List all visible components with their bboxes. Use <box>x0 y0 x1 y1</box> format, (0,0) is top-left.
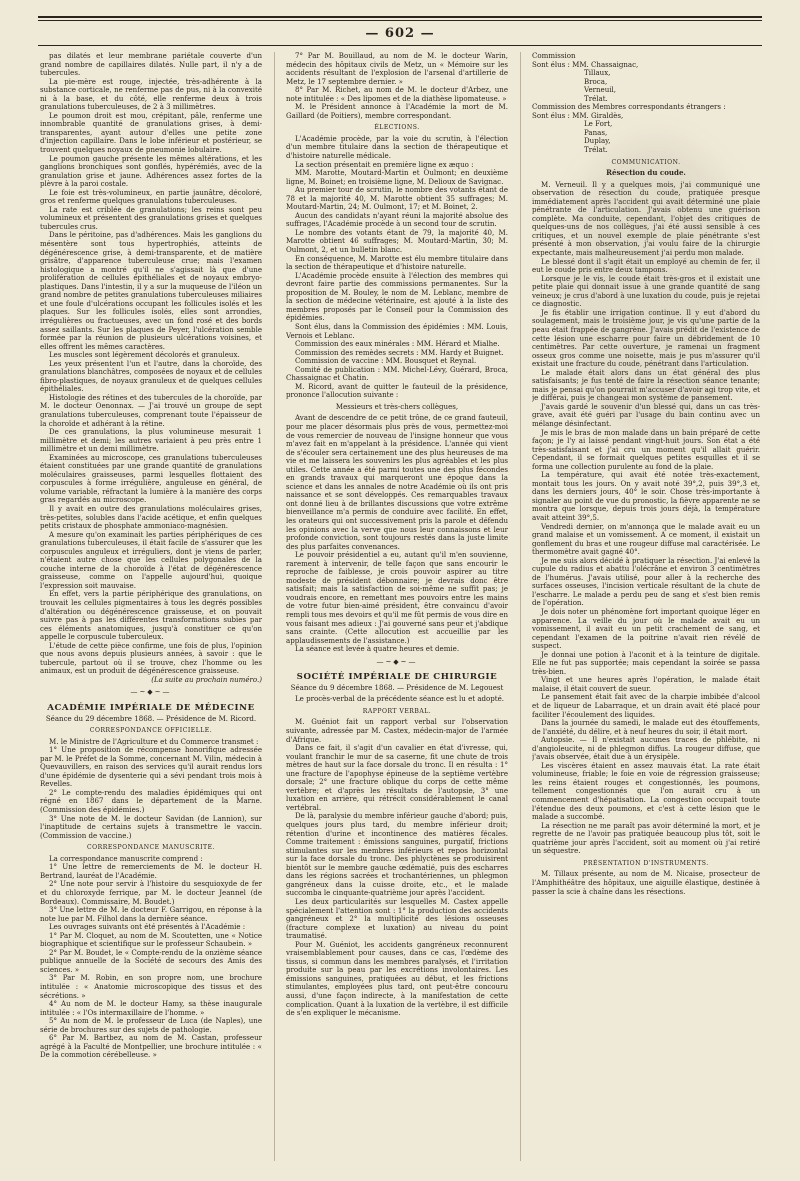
paragraph: M. le Ministre de l'Agriculture et du Commerce transmet : <box>49 736 259 746</box>
paragraph: Je me suis alors décidé à pratiquer la résection. J'ai enlevé la cupule du radius et abattu l'olécrâne et environ 3 centimètres de l'humérus. J'avais utilisé, pour aller à la recherche des surfaces osseuses, l'incision verticale résultant de la chute de l'escharre. Le malade a perdu peu de sang et s'est bien remis de l'opération. <box>532 555 760 608</box>
paragraph: De là, paralysie du membre inférieur gauche d'abord; puis, quelques jours plus tard, du membre inférieur droit; rétention d'urine et incontinence des matières fécales. Comme traitement : émissions sanguines, purgatif, frictions stimulantes sur les membres inférieurs et repos horizontal sur la face dorsale du tronc. Des phlyctènes se produisirent bientôt sur le membre gauche œdématié, puis des escharres dans les régions sacrées et trochantériennes, un phlegmon gangréneux dans la cuisse droite, etc., et le malade succomba le cinquante-quatrième jour après l'accident. <box>286 811 508 898</box>
paragraph: 2° Une note pour servir à l'histoire du sesquioxyde de fer et du chloroxyde ferrique, par M. le docteur Jeannel (de Bordeaux). Commissaire, M. Boudet.) <box>40 879 262 906</box>
paragraph: Je mis le bras de mon malade dans un bain préparé de cette façon; je l'y ai laissé pendant vingt-huit jours. Son état a été très-satisfaisant et j'ai cru un moment qu'il allait guérir. Cependant, il se formait quelques petites esquilles et il se forma une collection purulente au fond de la plaie. <box>532 427 760 471</box>
paragraph: A mesure qu'on examinait les parties périphériques de ces granulations tuberculeuses, il était facile de s'assurer que les corpuscules anguleux et irréguliers, dont je viens de parler, n'étaient autre chose que les cellules polygonales de la couche interne de la choroïde à l'état de dégénérescence graisseuse, comme on l'appelle aujourd'hui, quoique l'expression soit mauvaise. <box>40 529 262 590</box>
continuation-note: (La suite au prochain numéro.) <box>151 674 262 684</box>
paragraph: Pour M. Guéniot, les accidents gangréneux reconnurent vraisemblablement pour causes, dans ce cas, l'œdème des tissus, si commun dans les membres paralysés, et l'irritation produite sur la peau par les excrétions involontaires. Les émissions sanguines, pratiquées au début, et les frictions stimulantes, employées plus tard, ont peut-être concouru aussi, d'une façon indirecte, à la manifestation de cette complication. Quant à la luxation de la vertèbre, il est difficile de s'en expliquer le mécanisme. <box>286 939 508 1018</box>
paragraph: Au premier tour de scrutin, le nombre des votants étant de 78 et la majorité 40, M. Marotte obtient 35 suffrages; M. Moutard-Martin, 24; M. Oulmont, 17; et M. Boinet, 2. <box>286 185 508 212</box>
top-rule <box>38 16 762 18</box>
paragraph: Le poumon droit est mou, crépitant, pâle, renferme une innombrable quantité de granulations grises, à demi-transparentes, ayant autour d'elles une petite zone d'injection capillaire. Dans le lobe inférieur et postérieur, se trouvent quelques noyaux de pneumonie lobulaire. <box>40 110 262 155</box>
paragraph: Les viscères étaient en assez mauvais état. La rate était volumineuse, friable; le foie en voie de régression graisseuse; les reins étaient rouges et congestionnés, les poumons, tellement congestionnés que l'on aurait cru à un commencement d'hépatisation. La congestion occupait toute l'étendue des deux poumons, et c'est à cette lésion que le malade a succombé. <box>532 760 760 822</box>
paragraph: Messieurs et très-chers collègues, <box>335 401 459 411</box>
ornament-divider: —~◆~— <box>130 688 172 697</box>
paragraph: En conséquence, M. Marotte est élu membre titulaire dans la section de thérapeutique et d'histoire naturelle. <box>286 253 508 272</box>
paragraph: L'Académie procède, par la voie du scrutin, à l'élection d'un membre titulaire dans la section de thérapeutique et d'histoire naturelle médicale. <box>286 133 508 161</box>
paragraph: La séance est levée à quatre heures et demie. <box>295 644 460 654</box>
paragraph: Les ouvrages suivants ont été présentés à l'Académie : <box>49 922 246 932</box>
list-line: Sont élus : MM. Giraldès, <box>532 110 624 120</box>
paragraph: Commission de vaccine : MM. Bousquet et Reynal. <box>295 356 477 366</box>
subsection-title: RAPPORT VERBAL. <box>362 707 432 715</box>
paragraph: L'Académie procède ensuite à l'élection des membres qui devront faire partie des commissions permanentes. Sur la proposition de M. Bouley, le nom de M. Leblanc, membre de la section de médecine vétérinaire, est ajouté à la liste des membres proposés par le Conseil pour la Commission des épidémies. <box>286 270 508 323</box>
paragraph: MM. Marotte, Moutard-Martin et Oulmont; en deuxième ligne, M. Boinet; en troisième ligne, M. Delioux de Savignac. <box>286 168 508 186</box>
column-1 <box>40 52 262 1161</box>
paragraph: Je donnai une potion à l'aconit et à la teinture de digitale. Elle ne fut pas supportée; mais cependant la soirée se passa très-bien. <box>532 649 760 676</box>
list-line: Le Fort, <box>584 119 613 129</box>
section-title: SOCIÉTÉ IMPÉRIALE DE CHIRURGIE <box>296 672 498 683</box>
paragraph: 1° Une lettre de remerciements de M. le docteur H. Bertrand, lauréat de l'Académie. <box>40 862 262 880</box>
paragraph: Histologie des rétines et des tubercules de la choroïde, par M. le docteur Oenonnax. — J'ai trouvé un groupe de sept granulations tuberculeuses, comprenant toute l'épaisseur de la choroïde et adhérant à la rétine. <box>40 392 262 428</box>
paragraph: Autopsie. — Il n'existait aucunes traces de phlébite, ni d'angioleucite, ni de phlegmon diffus. La rougeur diffuse, que j'avais observée, était due à un érysipèle. <box>532 735 760 762</box>
paragraph: L'étude de cette pièce confirme, une fois de plus, l'opinion que nous avons depuis plusieurs années, à savoir : que le tubercule, partout où il se trouve, chez l'homme ou les animaux, est un produit de dégénérescence graisseuse. <box>40 640 262 676</box>
paragraph: Il y avait en outre des granulations moléculaires grises, très-petites, solubles dans l'acide acétique, et enfin quelques petits cristaux de phosphate ammoniaco-magnésien. <box>40 503 262 531</box>
paragraph: 1° Par M. Cloquet, au nom de M. Scoutetten, une « Notice biographique et scientifique sur le professeur Schaubein. » <box>40 930 262 949</box>
paragraph: En effet, vers la partie périphérique des granulations, on trouvait les cellules pigmentaires à tous les degrés possibles d'altération ou dégénérescence graisseuse, et on pouvait suivre pas à pas les différentes transformations subies par ces éléments anatomiques, jusqu'à constituer ce qu'on appelle le corpuscule tuberculeux. <box>40 589 262 642</box>
paragraph: 7° Par M. Bouillaud, au nom de M. le docteur Warin, médecin des hôpitaux civils de Metz, un « Mémoire sur les accidents résultant de l'explosion de l'arsenal d'artillerie de Metz, le 17 septembre dernier. » <box>286 52 508 86</box>
paragraph: Le nombre des votants étant de 79, la majorité 40, M. Marotte obtient 46 suffrages; M. Moutard-Martin, 30; M. Oulmont, 2, et un bulletin blanc. <box>286 227 508 255</box>
paragraph: Le malade était alors dans un état général des plus satisfaisants; je fus tenté de faire la résection séance tenante; mais je pensai qu'on pourrait m'accuser d'avoir agi trop vite, et je différai, puis je changeai mon système de pansement. <box>532 367 760 403</box>
paragraph: La section présentait en première ligne ex æquo : <box>295 159 474 169</box>
paragraph: Commission des eaux minérales : MM. Hérard et Mialhe. <box>295 339 500 349</box>
article-title: Résection du coude. <box>606 168 686 178</box>
paragraph: pas dilatés et leur membrane pariétale couverte d'un grand nombre de capillaires dilatés. Nulle part, il n'y a de tubercules. <box>40 52 262 78</box>
paragraph: Le pansement était fait avec de la charpie imbibée d'alcool et de liqueur de Labarraque, et un drain avait été placé pour faciliter l'écoulement des liquides. <box>532 692 760 719</box>
paragraph: Lorsque je le vis, le coude était très-gros et il existait une petite plaie qui donnait issue à une grande quantité de sang veineux; je crus d'abord à une luxation du coude, puis je rejetai ce diagnostic. <box>532 273 760 309</box>
paragraph: M. Ricord, avant de quitter le fauteuil de la présidence, prononce l'allocution suivante : <box>286 381 508 400</box>
paragraph: Dans la journée du samedi, le malade eut des étouffements, de l'anxiété, du délire, et à neuf heures du soir, il était mort. <box>532 718 760 736</box>
paragraph: 2° Le compte-rendu des maladies épidémiques qui ont régné en 1867 dans le département de la Marne. (Commission des épidémies.) <box>40 787 262 815</box>
paragraph: M. le Président annonce à l'Académie la mort de M. Gaillard (de Poitiers), membre correspondant. <box>286 102 508 120</box>
paragraph: La rate est criblée de granulations; les reins sont peu volumineux et présentent des granulations grises et quelques tubercules crus. <box>40 204 262 231</box>
paragraph: M. Verneuil. Il y a quelques mois, j'ai communiqué une observation de résection du coude, pratiquée presque immédiatement après l'accident qui avait déterminé une plaie pénétrante de l'articulation. J'avais obtenu une guérison complète. Ma conduite, cependant, l'objet des critiques de quelques-uns de nos collègues, j'ai été aussi sensible à ces critiques, et un nouvel exemple de plaie pénétrante s'est présenté à mon observation, j'ai voulu faire de la chirurgie expectante, mais malheureusement j'ai perdu mon malade. <box>532 179 760 258</box>
subsection-title: ÉLECTIONS. <box>374 124 420 132</box>
list-line: Tillaux, <box>584 68 611 78</box>
list-line: Panas, <box>584 127 608 137</box>
paragraph: 5° Au nom de M. le professeur de Luca (de Naples), une série de brochures sur des sujets de pathologie. <box>40 1016 262 1034</box>
list-line: Broca, <box>584 76 608 86</box>
list-line: Trélat. <box>584 145 608 155</box>
session-line: Séance du 9 décembre 1868. — Présidence de M. Legouest <box>290 682 504 692</box>
list-line: Duplay, <box>584 136 611 146</box>
paragraph: J'avais gardé le souvenir d'un blessé qui, dans un cas très-grave, avait été guéri par l'usage du bain continu avec un mélange désinfectant. <box>532 401 760 428</box>
paragraph: Je fis établir une irrigation continue. Il y eut d'abord du soulagement, mais le troisième jour, je vis qu'une partie de la peau était frappée de gangrène. J'avais prédit de l'existence de cette lésion une escharre pour faire un débridement de 10 centimètres. Par cette ouverture, je ramenai un fragment osseux gros comme une noisette, mais je pus m'assurer qu'il existait une fracture du coude, pénétrant dans l'articulation. <box>532 307 760 369</box>
header-rule <box>38 45 762 46</box>
paragraph: 3° Une lettre de M. le docteur F. Garrigou, en réponse à la note lue par M. Filhol dans la dernière séance. <box>40 905 262 923</box>
paragraph: Commission des remèdes secrets : MM. Hardy et Buignet. <box>295 347 504 357</box>
paragraph: Le procès-verbal de la précédente séance est lu et adopté. <box>295 694 505 704</box>
paragraph: 3° Une note de M. le docteur Savidan (de Lannion), sur l'inaptitude de certains sujets à transmettre le vaccin. (Commission de vaccine.) <box>40 813 262 840</box>
subsection-title: COMMUNICATION. <box>611 158 681 166</box>
paragraph: Les yeux présentent l'un et l'autre, dans la choroïde, des granulations blanchâtres, composées de noyaux et de cellules fibro-plastiques, de noyaux granuleux et de quelques cellules épithéliales. <box>40 358 262 394</box>
subsection-title: CORRESPONDANCE MANUSCRITE. <box>87 844 215 852</box>
paragraph: M. Guéniot fait un rapport verbal sur l'observation suivante, adressée par M. Castex, médecin-major de l'armée d'Afrique. <box>286 717 508 744</box>
paragraph: Dans le péritoine, pas d'adhérences. Mais les ganglions du mésentère sont tous hypertrophiés, atteints de dégénérescence grise, à demi-transparente, et de matière grisâtre, d'apparence tuberculeuse crue; mais l'examen histologique a montré qu'il ne s'agissait là que d'une prolifération de cellules épithéliales et de noyaux embryo-plastiques. Dans l'intestin, il y a sur la muqueuse de l'iléon un grand nombre de petites granulations tuberculeuses miliaires et une foule d'ulcérations occupant les follicules isolés et les plaques. Sur les follicules isolés, elles sont arrondies, irrégulières ou fractueuses, avec un fond rosé et des bords assez saillants. Sur les plaques de Peyer, l'ulcération semble formée par la réunion de plusieurs ulcérations voisines, et elles offrent les mêmes caractères. <box>40 230 262 351</box>
session-line: Séance du 29 décembre 1868. — Présidence de M. Ricord. <box>45 713 257 723</box>
paragraph: Les deux particularités sur lesquelles M. Castex appelle spécialement l'attention sont : 1° la production des accidents gangréneux et 2° la multiplicité des lésions osseuses (fracture complexe et luxation) au niveau du point traumatisé. <box>286 896 508 941</box>
paragraph: La résection ne me paraît pas avoir déterminé la mort, et je regrette de ne l'avoir pas pratiquée beaucoup plus tôt, soit le quatrième jour après l'accident, soit au moment où j'ai retiré un séquestre. <box>532 820 760 856</box>
paragraph: Le foie est très-volumineux, en partie jaunâtre, décoloré, gros et renferme quelques granulations tuberculeuses. <box>40 187 262 206</box>
paragraph: La pie-mère est rouge, injectée, très-adhérente à la substance corticale, ne renferme pas de pus, ni à la convexité ni à la base, et du côté, elle renferme deux à trois granulations tuberculeuses, de 2 à 3 millimètres. <box>40 76 262 112</box>
paragraph: 3° Par M. Robin, en son propre nom, une brochure intitulée : « Anatomie microscopique des tissus et des sécrétions. » <box>40 973 262 1000</box>
paragraph: 1° Une proposition de récompense honorifique adressée par M. le Préfet de la Somme, concernant M. Vilin, médecin à Quevauvillers, en raison des services qu'il aurait rendus lors d'une épidémie de dysenterie qui a sévi pendant trois mois à Revelles. <box>40 745 262 789</box>
list-line: Commission <box>532 52 576 60</box>
column-3 <box>532 52 760 1161</box>
paragraph: Examinées au microscope, ces granulations tuberculeuses étaient constituées par une grande quantité de granulations moléculaires graisseuses, parmi lesquelles flottaient des corpuscules à forme irrégulière, anguleuse en général, de volume variable, réfractant la lumière à la manière des corps gras regardés au microscope. <box>40 452 262 505</box>
paragraph: 4° Au nom de M. le docteur Hamy, sa thèse inaugurale intitulée : « l'Os intermaxillaire de l'homme. » <box>40 999 262 1017</box>
paragraph: Avant de descendre de ce petit trône, de ce grand fauteuil, pour me placer désormais plus près de vous, permettez-moi de vous remercier de nouveau de l'insigne honneur que vous m'avez fait en m'appelant à la présidence. L'année qui vient de s'écouler sera certainement une des plus heureuses de ma vie et me laissera les souvenirs les plus agréables et les plus utiles. Cette année a été parmi toutes une des plus fécondes en grands travaux qui marqueront une époque dans la science et dans les annales de notre Académie où ils ont pris naissance et se sont développés. Ces remarquables travaux ont donné lieu à de brillantes discussions que votre extrême bienveillance m'a permis de conduire avec facilité. En effet, les orateurs qui ont successivement pris la parole et défendu les opinions avec la verve que nous leur connaissons et leur profonde conviction, sont toujours restés dans la juste limite des plus parfaites convenances. <box>286 413 508 551</box>
column-separator <box>274 52 275 1161</box>
paragraph: Le poumon gauche présente les mêmes altérations, et les ganglions bronchiques sont gonflés, hypérémiés, avec de la granulation grise et jaune. Adhérences assez fortes de la plèvre à la paroi costale. <box>40 153 262 189</box>
section-title: ACADÉMIE IMPÉRIALE DE MÉDECINE <box>47 703 255 714</box>
paragraph: Sont élus, dans la Commission des épidémies : MM. Louis, Vernois et Leblanc. <box>286 321 508 340</box>
paragraph: Comité de publication : MM. Michel-Lévy, Guérard, Broca, Chassaignac et Chatin. <box>286 364 508 383</box>
paragraph: La température, qui avait été notée très-exactement, montait tous les jours. On y avait noté 39°,2, puis 39°,3 et, dans les derniers jours, 40° le soir. Chose très-importante à signaler au point de vue du pronostic, la fièvre apparente ne se montra que lorsque, depuis trois jours déjà, la température avait atteint 39°,5. <box>532 470 760 522</box>
paragraph: Aucun des candidats n'ayant réuni la majorité absolue des suffrages, l'Académie procède à un second tour de scrutin. <box>286 210 508 229</box>
paragraph: Les muscles sont légèrement décolorés et granuleux. <box>49 350 240 360</box>
paragraph: Dans ce fait, il s'agit d'un cavalier en état d'ivresse, qui, voulant franchir le mur de sa caserne, fit une chute de trois mètres de haut sur la face dorsale du tronc. Il en résulta : 1° une fracture de l'apophyse épineuse de la septième vertèbre dorsale; 2° une fracture oblique du corps de cette même vertèbre; et d'après les résultats de l'autopsie, 3° une luxation en arrière, qui rétrécit considérablement le canal vertébral. <box>286 743 508 812</box>
subsection-title: PRÉSENTATION D'INSTRUMENTS. <box>583 859 709 867</box>
top-rule-thin <box>38 20 762 21</box>
column-2 <box>286 52 508 1161</box>
paragraph: De ces granulations, la plus volumineuse mesurait 1 millimètre et demi; les autres variaient à peu près entre 1 millimètre et un demi millimètre. <box>40 427 262 454</box>
paragraph: M. Tillaux présente, au nom de M. Nicaise, prosecteur de l'Amphithéâtre des hôpitaux, une aiguille élastique, destinée à passer la scie à chaîne dans les résections. <box>532 869 760 896</box>
paragraph: 6° Par M. Bartbez, au nom de M. Castan, professeur agrégé à la Faculté de Montpellier, une brochure intitulée : « De la commotion cérébelleuse. » <box>40 1033 262 1060</box>
paragraph: La correspondance manuscrite comprend : <box>49 853 203 863</box>
paragraph: Je dois noter un phénomène fort important quoique léger en apparence. La veille du jour où le malade avait eu un vomissement, il avait eu un petit crachement de sang, et cependant l'examen de la poitrine n'avait rien révélé de suspect. <box>532 607 760 651</box>
subsection-title: CORRESPONDANCE OFFICIELLE. <box>89 727 213 735</box>
page-number: — 602 — <box>365 26 435 41</box>
paragraph: Le blessé dont il s'agit était un employé au chemin de fer, il eut le coude pris entre deux tampons. <box>532 256 760 275</box>
list-heading: Commission des Membres correspondants étrangers : <box>532 102 726 112</box>
list-line: Sont élus : MM. Chassaignac, <box>532 59 639 69</box>
paragraph: 8° Par M. Richet, au nom de M. le docteur d'Arbez, une note intitulée : « Des lipomes et de la diathèse lipomateuse. » <box>286 85 508 103</box>
paragraph: Vingt et une heures après l'opération, le malade était malaise, il était couvert de sueur. <box>532 675 760 693</box>
column-separator <box>520 52 521 1161</box>
list-line: Trélat. <box>584 93 608 103</box>
paragraph: 2° Par M. Boudet, le « Compte-rendu de la onzième séance publique annuelle de la Société de secours des Amis des sciences. » <box>40 947 262 974</box>
list-line: Verneuil, <box>584 85 616 95</box>
ornament-divider: —~◆~— <box>376 657 418 666</box>
paragraph: Vendredi dernier, on m'annonça que le malade avait eu un grand malaise et un vomissement. A ce moment, il existait un gonflement du bras et une rougeur diffuse mal caractérisée. Le thermomètre avait gagné 40°. <box>532 521 760 557</box>
paragraph: Le pouvoir présidentiel a eu, autant qu'il m'en souvienne, rarement à intervenir, de telle façon que sans encourir le reproche de faiblesse, je crois pouvoir aspirer au titre modeste de président débonnaire; je devrais donc être satisfait; mais la satisfaction de soi-même ne suffit pas; je voudrais encore, en remettant mes pouvoirs entre les mains de votre futur bien-aimé président, être convaincu d'avoir rempli tous mes devoirs et qu'il me fût permis de vous dire en vous faisant mes adieux : J'ai gouverné sans peur et j'abdique sans crainte. (Cette allocution est accueillie par les applaudissements de l'assistance.) <box>286 550 508 645</box>
